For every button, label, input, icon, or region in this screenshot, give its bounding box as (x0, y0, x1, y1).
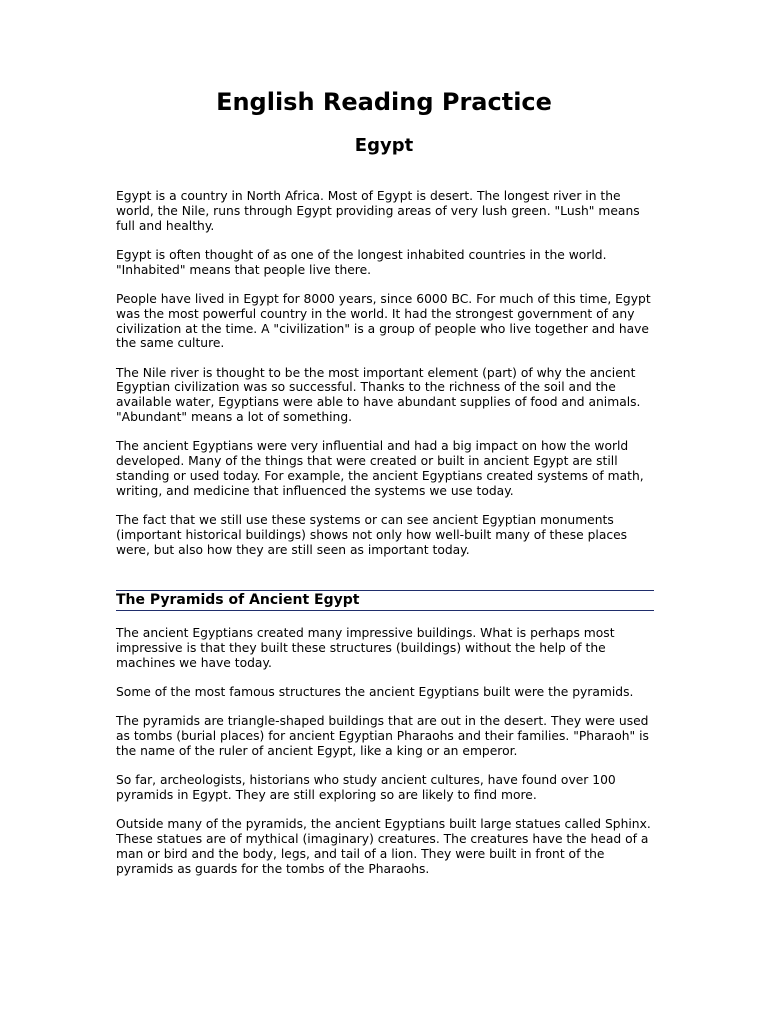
paragraph: People have lived in Egypt for 8000 years, since 6000 BC. For much of this time, Egypt was the most powerful country in the world. It had the strongest government of any civilization at the time. A "civilization" is a group of people who live together and have the same culture. (116, 291, 651, 351)
paragraph: Outside many of the pyramids, the ancient Egyptians built large statues called Sphinx. These statues are of mythical (imaginary) creatures. The creatures have the head of a man or bird and the body, legs, and tail of a lion. They were built in front of the pyramids as guards for the tombs of the Pharaohs. (116, 817, 651, 876)
paragraph: The pyramids are triangle-shaped buildings that are out in the desert. They were used as tombs (burial places) for ancient Egyptian Pharaohs and their families. "Pharaoh" is the name of the ruler of ancient Egypt, like a king or an emperor. (116, 714, 649, 758)
paragraph: Some of the most famous structures the ancient Egyptians built were the pyramids. (116, 684, 634, 699)
paragraph: The fact that we still use these systems or can see ancient Egyptian monuments (important historical buildings) shows not only how well-built many of these places were, but also how they are still seen as important today. (116, 513, 628, 557)
paragraph: Egypt is a country in North Africa. Most of Egypt is desert. The longest river in the world, the Nile, runs through Egypt providing areas of very lush green. "Lush" means full and healthy. (116, 189, 640, 233)
document-subtitle: Egypt (354, 135, 414, 156)
paragraph: The ancient Egyptians created many impressive buildings. What is perhaps most impressive is that they built these structures (buildings) without the help of the machines we have today. (116, 626, 615, 670)
section-heading: The Pyramids of Ancient Egypt (116, 590, 654, 611)
paragraph: So far, archeologists, historians who study ancient cultures, have found over 100 pyramids in Egypt. They are still exploring so are likely to find more. (116, 773, 616, 802)
paragraph: The Nile river is thought to be the most important element (part) of why the ancient Egyptian civilization was so successful. Thanks to the richness of the soil and the available water, Egyptians were able to have abundant supplies of food and animals. "Abundant" means a lot of something. (116, 365, 641, 425)
intro-section (116, 189, 654, 572)
pyramids-section (116, 626, 654, 891)
paragraph: The ancient Egyptians were very influential and had a big impact on how the world developed. Many of the things that were created or built in ancient Egypt are still standing or used today. For example, the ancient Egyptians created systems of math, writing, and medicine that influenced the systems we use today. (116, 439, 644, 498)
document-title: English Reading Practice (216, 88, 552, 116)
paragraph: Egypt is often thought of as one of the longest inhabited countries in the world. "Inhabited" means that people live there. (116, 247, 607, 277)
